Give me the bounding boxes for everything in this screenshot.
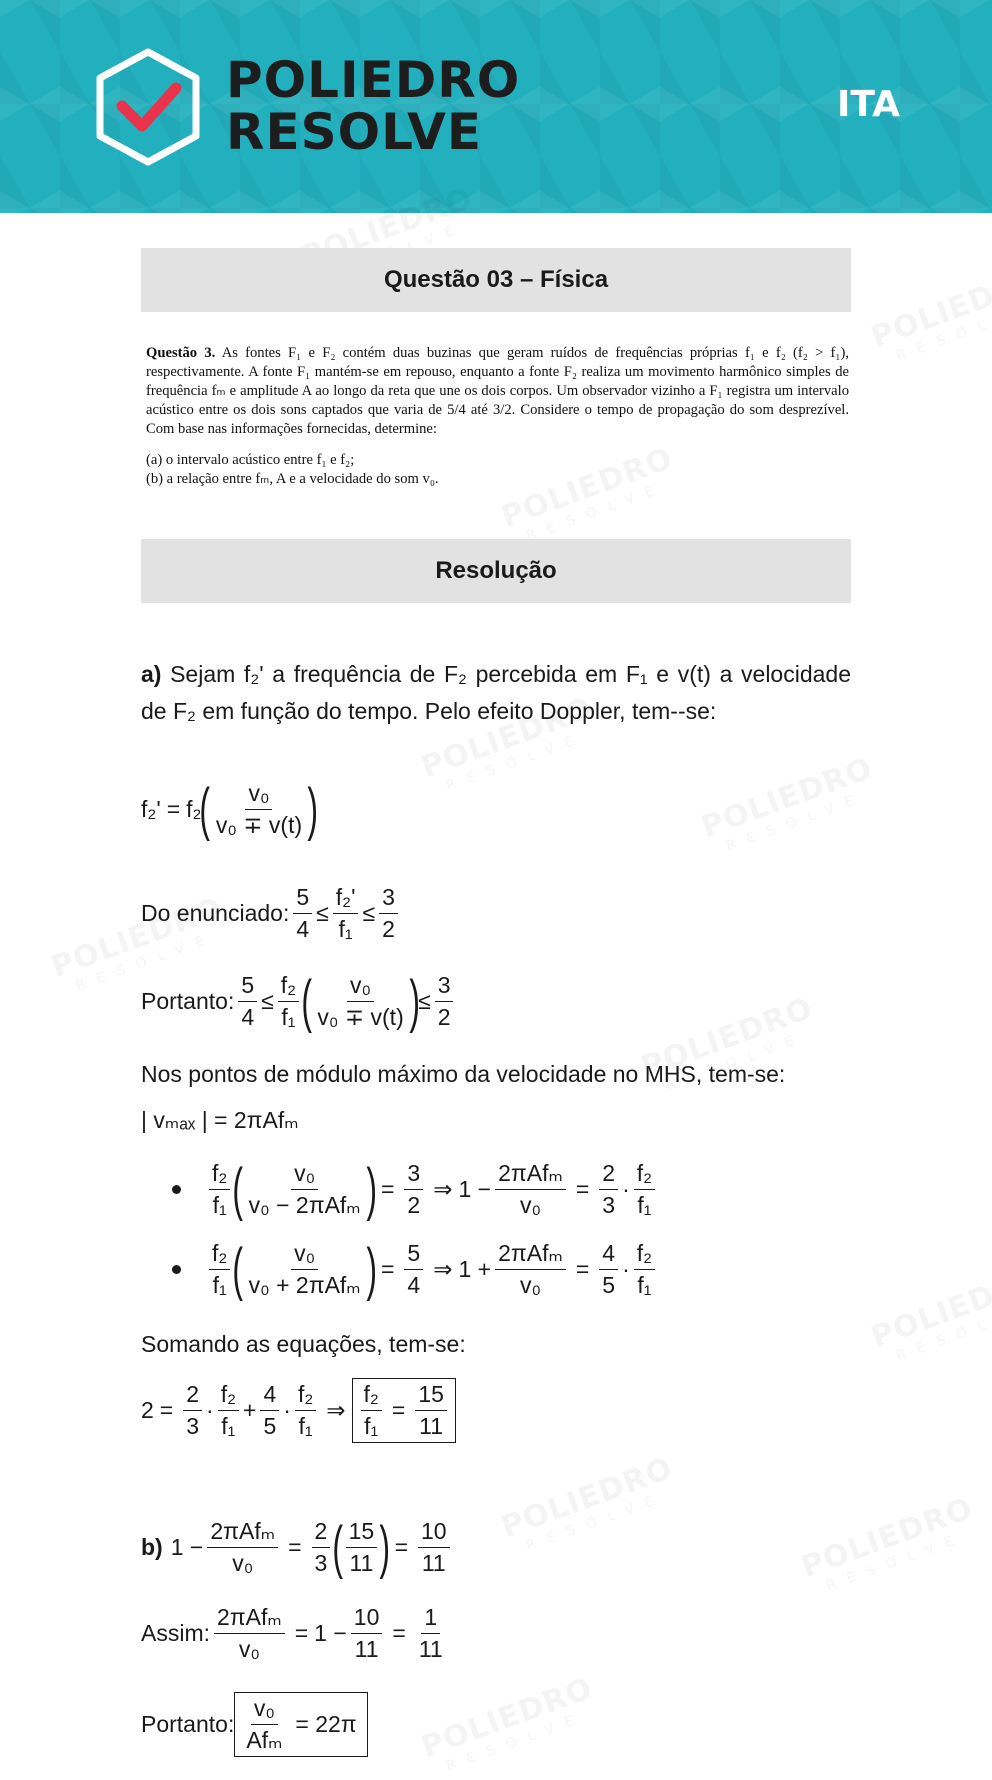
assim-label: Assim: (141, 1620, 210, 1646)
right-paren: ) (307, 776, 319, 842)
bullet (172, 1265, 181, 1274)
watermark (797, 1491, 983, 1600)
brand-name (226, 51, 521, 161)
do-enunciado-label: Do enunciado: (141, 900, 290, 926)
part-b-label: b) (141, 1534, 163, 1560)
question-title-bar (141, 248, 851, 312)
watermark (697, 751, 883, 860)
part-a-label: a) (141, 661, 162, 687)
boxed-answer-a: $\frac{\text{f₂}}{\text{f₁}}$ = $\frac{15}{11}$ (352, 1378, 456, 1443)
resolution-title-bar (141, 539, 851, 603)
pontos-text: Nos pontos de módulo máximo da velocidade no MHS, tem-se: (141, 1061, 786, 1087)
bullet-equation-2: $\frac{\text{f₂}}{\text{f₁}}$ ( $\frac{\text{v₀}}{\text{v₀ + 2πAfₘ}}$ ) = $\frac{5}{4}$ ⇒ 1 + $\frac{\text{2πAfₘ}}{\text{v₀}}$ = $\frac{4}{5}$ · $\frac{\text{f₂}}{\text{f₁}}$ (172, 1240, 659, 1299)
part-a-text: Sejam f₂' a frequência de F₂ percebida em F₁ e v(t) a velocidade de F₂ em função do tempo. Pelo efeito Doppler, tem--se: (141, 661, 851, 724)
final-answer-b (141, 1692, 368, 1757)
question-item-a: (a) o intervalo acústico entre f₁ e f₂; (146, 452, 355, 468)
portanto-label: Portanto: (141, 988, 235, 1014)
vmax-equation: | vₘₐₓ | = 2πAfₘ (141, 1107, 299, 1133)
question-statement (146, 344, 849, 489)
enunciado-inequality: Do enunciado: $\frac{5}{4}$ ≤ $\frac{\text{f₂'}}{\text{f₁}}$ ≤ $\frac{3}{2}$ (141, 884, 402, 943)
portanto-inequality: Portanto: $\frac{5}{4}$ ≤ $\frac{\text{f₂}}{\text{f₁}}$ ( $\frac{\text{v₀}}{\text{v₀ ∓ v(t)}}$ ) ≤ $\frac{3}{2}$ (141, 972, 457, 1031)
f2-prime: f₂' (141, 796, 161, 822)
watermark (417, 1671, 603, 1780)
brand-line-2: RESOLVE (226, 103, 482, 161)
somando-text: Somando as equações, tem-se: (141, 1331, 466, 1357)
part-b-equation: b) 1 − $\frac{\text{2πAfₘ}}{\text{v₀}}$ = $\frac{2}{3}$ ( $\frac{15}{11}$ ) = $\frac{10}{11}$ (141, 1518, 454, 1577)
doppler-equation (141, 776, 319, 842)
question-label: Questão 3. (146, 345, 216, 361)
doppler-fraction: $\frac{\text{v₀}}{\text{v₀ ∓ v(t)}}$ (215, 780, 303, 838)
assim-equation: Assim: $\frac{\text{2πAfₘ}}{\text{v₀}}$ = 1 − $\frac{10}{11}$ = $\frac{1}{11}$ (141, 1604, 443, 1662)
bullet-equation-1: $\frac{\text{f₂}}{\text{f₁}}$ ( $\frac{\text{v₀}}{\text{v₀ − 2πAfₘ}}$ ) = $\frac{3}{2}$ ⇒ 1 − $\frac{\text{2πAfₘ}}{\text{v₀}}$ = $\frac{2}{3}$ · $\frac{\text{f₂}}{\text{f₁}}$ (172, 1160, 659, 1219)
left-paren: ( (199, 776, 211, 842)
watermark (867, 1261, 992, 1370)
brand-line-1: POLIEDRO (226, 51, 521, 109)
watermark (867, 261, 992, 370)
poliedro-check-logo-icon (92, 48, 204, 166)
question-item-b: (b) a relação entre fₘ, A e a velocidade do som v₀. (146, 471, 439, 487)
sum-result-equation: 2 = $\frac{2}{3}$ · $\frac{\text{f₂}}{\text{f₁}}$ + $\frac{4}{5}$ · $\frac{\text{f₂}}{\text{f₁}}$ ⇒ $\frac{\text{f₂}}{\text{f₁}}$ = $\frac{15}{11}$ (141, 1378, 456, 1443)
boxed-answer-b: $\frac{\text{v₀}}{\text{Afₘ}}$ = 22π (234, 1692, 367, 1757)
exam-tag: ITA (836, 84, 900, 125)
question-text: As fontes F₁ e F₂ contém duas buzinas que geram ruídos de frequências próprias f₁ e f₂ (f₂ > f₁), respectivamente. A fonte F₁ mantém-se em repouso, enquanto a fonte F₂ realiza um movimento harmônico simples de frequência fₘ e amplitude A ao longo da reta que une os dois corpos. Um observador vizinho a F₁ registra um intervalo acústico entre os dois sons captados que varia de 5/4 até 3/2. Considere o tempo de propagação do som desprezível. Com base nas informações fornecidas, determine: (146, 345, 850, 437)
part-a-intro (141, 656, 851, 730)
f2: f₂ (186, 796, 202, 822)
equals-sign: = (166, 796, 181, 822)
portanto-label-2: Portanto: (141, 1711, 235, 1737)
header-banner (0, 0, 992, 213)
watermark (497, 1451, 683, 1560)
bullet (172, 1185, 181, 1194)
question-title: Questão 03 – Física (383, 266, 609, 293)
resolution-title: Resolução (435, 557, 557, 584)
